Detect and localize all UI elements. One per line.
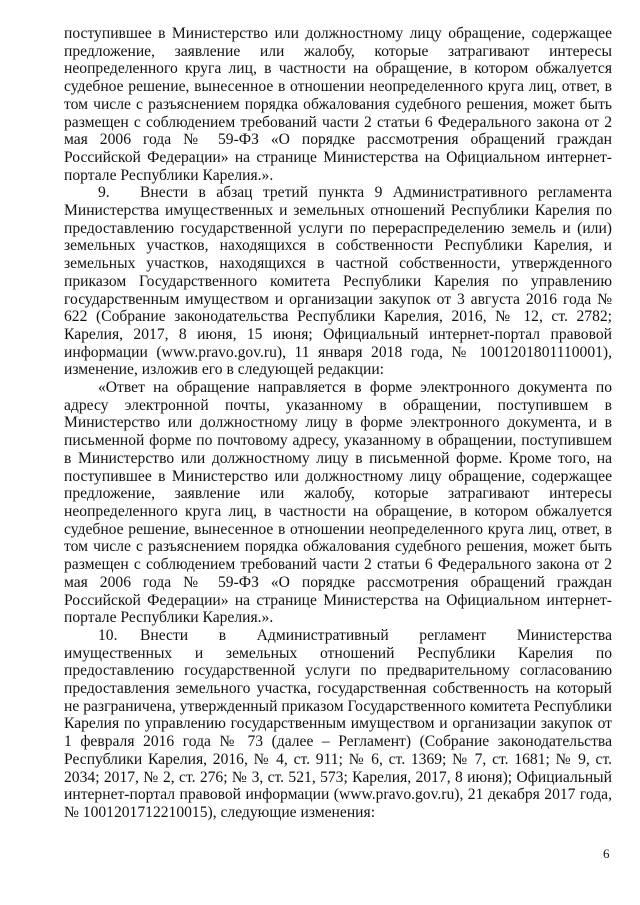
paragraph-text: поступившее в Министерство или должностному лицу обращение, содержащее предложение, заявление или жалобу, которые затрагивают интересы неопределенного круга лиц, в частности на обращение, в котором обжалуется судебное решение, вынесенное в отношении неопределенного круга лиц, ответ, в том числе с разъяснением порядка обжалования судебного решения, может быть размещен с соблюдением требований части 2 статьи 6 Федерального закона от 2 мая 2006 года № 59-ФЗ «О порядке рассмотрения обращений граждан Российской Федерации» на странице Министерства на Официальном интернет-портале Республики Карелия.». [64, 25, 612, 184]
document-body [64, 25, 612, 822]
paragraph-text: Внести в абзац третий пункта 9 Административного регламента Министерства имущественных и земельных отношений Республики Карелия по предоставлению государственной услуги по перераспределению земель и (или) земельных участков, находящихся в собственности Республики Карелия, и земельных участков, находящихся в частной собственности, утвержденного приказом Государственного комитета Республики Карелия по управлению государственным имуществом и организации закупок от 3 августа 2016 года № 622 (Собрание законодательства Республики Карелия, 2016, № 12, ст. 2782; Карелия, 2017, 8 июня, 15 июня; Официальный интернет-портал правовой информации (www.pravo.gov.ru), 11 января 2018 года, № 1001201801110001), изменение, изложив его в следующей редакции: [64, 184, 612, 379]
paragraph-quoted-text [64, 379, 612, 627]
item-number: 10. [98, 626, 118, 644]
paragraph-continuation [64, 25, 612, 184]
paragraph-item-10 [64, 627, 612, 822]
page-number: 6 [603, 846, 610, 861]
paragraph-text: «Ответ на обращение направляется в форме электронного документа по адресу электронной почты, указанному в обращении, поступившем в Министерство или должностному лицу в форме электронного документа, и в письменной форме по почтовому адресу, указанному в обращении, поступившем в Министерство или должностному лицу в письменной форме. Кроме того, на поступившее в Министерство или должностному лицу обращение, содержащее предложение, заявление или жалобу, которые затрагивают интересы неопределенного круга лиц, в частности на обращение, в котором обжалуется судебное решение, вынесенное в отношении неопределенного круга лиц, ответ, в том числе с разъяснением порядка обжалования судебного решения, может быть размещен с соблюдением требований части 2 статьи 6 Федерального закона от 2 мая 2006 года № 59-ФЗ «О порядке рассмотрения обращений граждан Российской Федерации» на странице Министерства на Официальном интернет-портале Республики Карелия.». [64, 379, 612, 627]
item-number: 9. [98, 184, 110, 202]
paragraph-text: Внести в Административный регламент Министерства имущественных и земельных отношений Республики Карелия по предоставлению государственной услуги по предварительному согласованию предоставления земельного участка, государственная собственность на который не разграничена, утвержденный приказом Государственного комитета Республики Карелия по управлению государственным имуществом и организации закупок от 1 февраля 2016 года № 73 (далее – Регламент) (Собрание законодательства Республики Карелия, 2016, № 4, ст. 911; № 6, ст. 1369; № 7, ст. 1681; № 9, ст. 2034; 2017, № 2, ст. 276; № 3, ст. 521, 573; Карелия, 2017, 8 июня); Официальный интернет-портал правовой информации (www.pravo.gov.ru), 21 декабря 2017 года, № 1001201712210015), следующие изменения: [64, 626, 612, 821]
paragraph-item-9 [64, 184, 612, 379]
